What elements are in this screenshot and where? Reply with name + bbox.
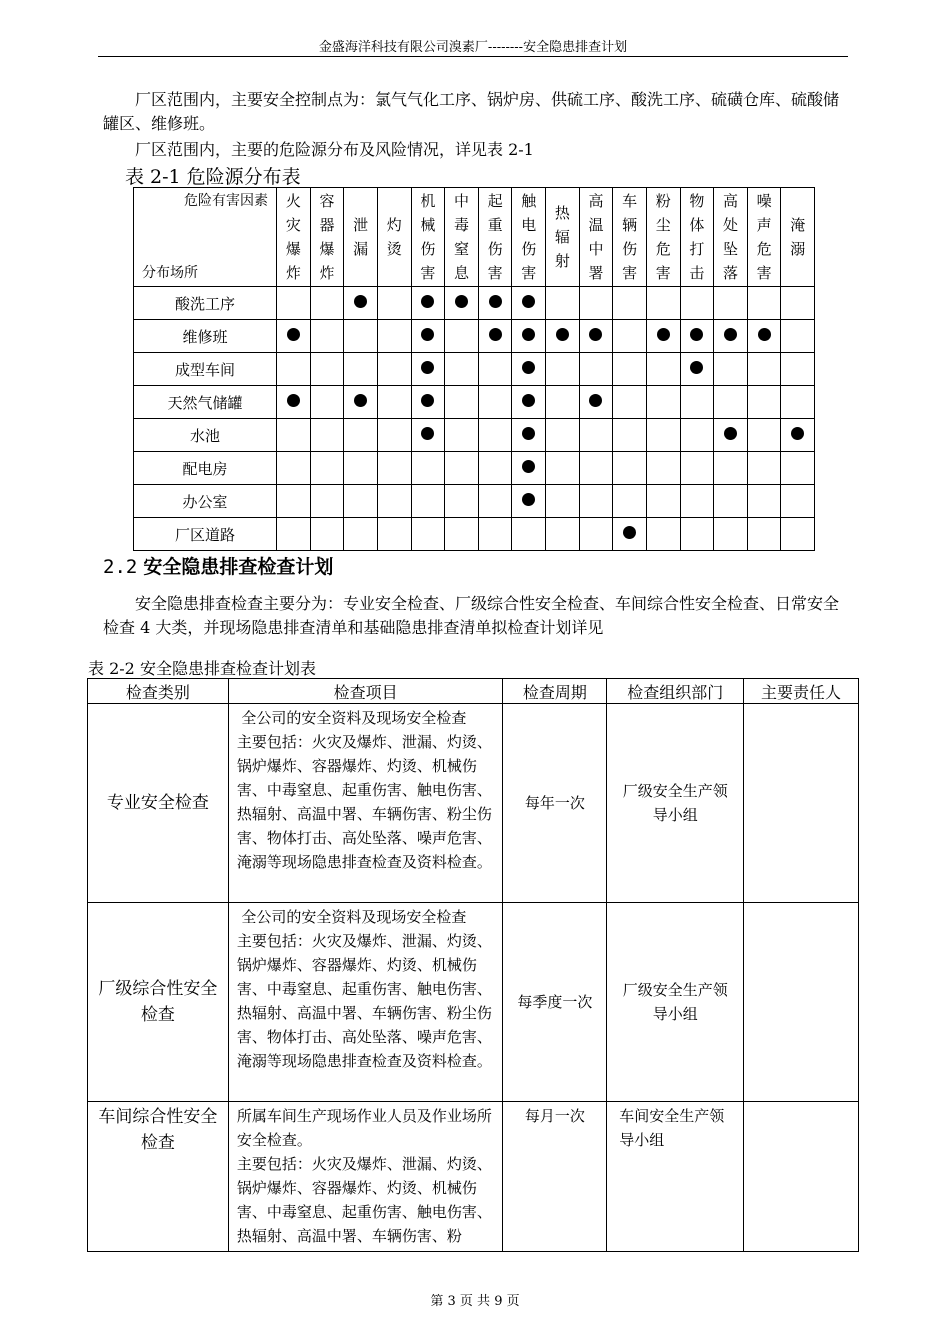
place-cell: 配电房 [134,452,277,485]
hazard-dot-icon [421,394,434,407]
row-person [744,1102,859,1252]
hazard-label: 起重伤害 [487,192,503,282]
hazard-dot-icon [287,394,300,407]
hazard-cell [478,518,512,551]
hazard-cell [714,320,748,353]
hazard-cell [747,419,781,452]
page-header: 金盛海洋科技有限公司溴素厂--------安全隐患排查计划 [98,36,848,57]
hazard-cell [680,386,714,419]
hazard-header [478,188,512,287]
header-person: 主要责任人 [744,679,859,704]
hazard-cell [310,419,344,452]
hazard-label: 高温中署 [588,192,604,282]
hazard-cell [546,419,580,452]
hazard-cell [680,287,714,320]
hazard-cell [411,452,445,485]
hazard-cell [579,386,613,419]
hazard-dot-icon [421,295,434,308]
hazard-cell [344,419,378,452]
table-row [134,485,815,518]
hazard-cell [646,353,680,386]
table-row [134,518,815,551]
hazard-cell [680,419,714,452]
hazard-cell [747,485,781,518]
header-dept: 检查组织部门 [607,679,744,704]
hazard-cell [445,419,479,452]
hazard-label: 热辐射 [554,204,570,270]
paragraph-hazard-intro: 厂区范围内，主要的危险源分布及风险情况，详见表 2-1 [135,140,534,159]
hazard-dot-icon [354,295,367,308]
hazard-cell [579,419,613,452]
corner-top-label: 危险有害因素 [184,193,268,209]
table-row [134,353,815,386]
hazard-cell [344,386,378,419]
hazard-cell [546,287,580,320]
hazard-cell [512,485,546,518]
hazard-cell [512,452,546,485]
hazard-cell [478,485,512,518]
hazard-cell [277,353,311,386]
section-heading [103,552,333,579]
hazard-cell [377,452,411,485]
hazard-cell [277,452,311,485]
hazard-cell [680,518,714,551]
hazard-cell [377,320,411,353]
hazard-cell [445,353,479,386]
row-dept: 厂级安全生产领导小组 [607,903,744,1102]
hazard-dot-icon [690,328,703,341]
hazard-cell [714,419,748,452]
hazard-dot-icon [724,427,737,440]
hazard-header [579,188,613,287]
hazard-cell [781,386,815,419]
hazard-cell [445,485,479,518]
hazard-cell [310,485,344,518]
hazard-cell [646,485,680,518]
hazard-cell [781,518,815,551]
hazard-dot-icon [522,295,535,308]
hazard-cell [344,320,378,353]
hazard-dot-icon [556,328,569,341]
hazard-cell [680,485,714,518]
header-cycle: 检查周期 [503,679,607,704]
hazard-header [277,188,311,287]
hazard-dot-icon [522,394,535,407]
hazard-header [512,188,546,287]
row-category: 车间综合性安全检查 [88,1102,229,1252]
hazard-label: 粉尘危害 [655,192,671,282]
hazard-label: 泄漏 [353,216,369,258]
hazard-cell [478,419,512,452]
hazard-cell [344,353,378,386]
place-cell: 厂区道路 [134,518,277,551]
hazard-cell [781,287,815,320]
header-category: 检查类别 [88,679,229,704]
hazard-cell [411,485,445,518]
row-item-rest: 主要包括：火灾及爆炸、泄漏、灼烫、锅炉爆炸、容器爆炸、灼烫、机械伤害、中毒窒息、起重伤害、触电伤害、热辐射、高温中署、车辆伤害、粉尘伤害、物体打击、高处坠落、噪声危害、淹溺等现场隐患排查检查及资料检查。 [236,733,492,871]
hazard-cell [747,287,781,320]
hazard-cell [377,353,411,386]
hazard-label: 噪声危害 [756,192,772,282]
hazard-cell [781,320,815,353]
hazard-cell [714,353,748,386]
hazard-cell [411,320,445,353]
hazard-cell [680,320,714,353]
hazard-cell [613,353,647,386]
hazard-cell [478,452,512,485]
header-item: 检查项目 [228,679,503,704]
hazard-dot-icon [354,394,367,407]
hazard-dot-icon [522,328,535,341]
hazard-cell [445,452,479,485]
hazard-header [411,188,445,287]
hazard-cell [546,386,580,419]
hazard-cell [546,485,580,518]
table-row [88,704,859,903]
row-item-rest: 主要包括：火灾及爆炸、泄漏、灼烫、锅炉爆炸、容器爆炸、灼烫、机械伤害、中毒窒息、起重伤害、触电伤害、热辐射、高温中署、车辆伤害、粉尘伤害、物体打击、高处坠落、噪声危害、淹溺等现场隐患排查检查及资料检查。 [236,932,492,1070]
place-cell: 办公室 [134,485,277,518]
place-cell: 水池 [134,419,277,452]
hazard-dot-icon [421,328,434,341]
hazard-cell [445,287,479,320]
hazard-cell [344,518,378,551]
hazard-header [613,188,647,287]
hazard-cell [310,320,344,353]
hazard-cell [613,386,647,419]
row-item [228,704,503,903]
hazard-cell [747,452,781,485]
hazard-dot-icon [421,427,434,440]
hazard-dot-icon [489,328,502,341]
row-category: 专业安全检查 [88,704,229,903]
hazard-cell [714,287,748,320]
hazard-label: 淹溺 [790,216,806,258]
row-cycle: 每季度一次 [503,903,607,1102]
hazard-cell [277,419,311,452]
corner-cell [134,188,277,287]
hazard-dot-icon [489,295,502,308]
hazard-cell [714,386,748,419]
hazard-distribution-table [133,187,815,551]
hazard-cell [646,419,680,452]
hazard-cell [512,386,546,419]
hazard-cell [344,485,378,518]
hazard-cell [546,452,580,485]
hazard-dot-icon [724,328,737,341]
table-row [88,903,859,1102]
hazard-label: 容器爆炸 [319,192,335,282]
hazard-dot-icon [522,493,535,506]
hazard-label: 物体打击 [689,192,705,282]
inspection-plan-table [87,678,859,1252]
hazard-cell [646,452,680,485]
hazard-cell [680,452,714,485]
hazard-label: 火灾爆炸 [285,192,301,282]
hazard-cell [377,518,411,551]
hazard-cell [310,518,344,551]
section-title: 安全隐患排查检查计划 [143,556,334,578]
hazard-cell [714,518,748,551]
hazard-cell [411,386,445,419]
hazard-cell [377,287,411,320]
hazard-label: 灼烫 [386,216,402,258]
hazard-label: 中毒窒息 [453,192,469,282]
hazard-cell [310,452,344,485]
table-row [134,386,815,419]
hazard-cell [310,353,344,386]
row-item-first: 全公司的安全资料及现场安全检查 [241,709,467,727]
table-row [134,287,815,320]
hazard-cell [277,287,311,320]
hazard-cell [646,386,680,419]
hazard-cell [445,386,479,419]
hazard-label: 车辆伤害 [622,192,638,282]
hazard-cell [579,353,613,386]
corner-bottom-label: 分布场所 [142,265,198,281]
hazard-header [646,188,680,287]
hazard-header [310,188,344,287]
hazard-dot-icon [522,460,535,473]
hazard-cell [546,353,580,386]
hazard-dot-icon [657,328,670,341]
hazard-cell [579,320,613,353]
hazard-cell [579,452,613,485]
hazard-cell [478,287,512,320]
row-item-first: 所属车间生产现场作业人员及作业场所安全检查。 [236,1107,492,1149]
hazard-cell [411,419,445,452]
hazard-cell [747,518,781,551]
row-item-rest: 主要包括：火灾及爆炸、泄漏、灼烫、锅炉爆炸、容器爆炸、灼烫、机械伤害、中毒窒息、起重伤害、触电伤害、热辐射、高温中署、车辆伤害、粉 [236,1155,492,1245]
hazard-cell [478,386,512,419]
hazard-header [445,188,479,287]
hazard-cell [714,452,748,485]
hazard-cell [613,419,647,452]
hazard-cell [377,386,411,419]
table1-header-row [134,188,815,287]
hazard-cell [277,485,311,518]
table2-header-row [88,679,859,704]
row-item-first: 全公司的安全资料及现场安全检查 [241,908,467,926]
hazard-dot-icon [589,328,602,341]
hazard-cell [613,452,647,485]
hazard-cell [310,287,344,320]
hazard-cell [512,518,546,551]
table-row [134,452,815,485]
row-item [228,903,503,1102]
hazard-cell [512,419,546,452]
row-dept: 车间安全生产领导小组 [607,1102,744,1252]
hazard-cell [478,353,512,386]
hazard-header [680,188,714,287]
hazard-header [546,188,580,287]
hazard-dot-icon [421,361,434,374]
table-row [134,419,815,452]
hazard-header [344,188,378,287]
hazard-cell [781,485,815,518]
hazard-dot-icon [455,295,468,308]
hazard-cell [411,518,445,551]
place-cell: 天然气储罐 [134,386,277,419]
hazard-cell [445,518,479,551]
hazard-cell [512,353,546,386]
hazard-cell [613,287,647,320]
place-cell: 维修班 [134,320,277,353]
hazard-cell [613,518,647,551]
hazard-header [747,188,781,287]
hazard-cell [445,320,479,353]
page-footer: 第 3 页 共 9 页 [430,1294,520,1309]
hazard-cell [512,320,546,353]
hazard-cell [747,353,781,386]
hazard-dot-icon [589,394,602,407]
hazard-cell [781,353,815,386]
hazard-label: 高处坠落 [722,192,738,282]
hazard-cell [310,386,344,419]
hazard-cell [714,485,748,518]
hazard-header [377,188,411,287]
hazard-label: 机械伤害 [420,192,436,282]
row-item [228,1102,503,1252]
row-cycle: 每年一次 [503,704,607,903]
hazard-cell [277,518,311,551]
hazard-cell [344,287,378,320]
hazard-cell [546,518,580,551]
hazard-cell [747,386,781,419]
hazard-cell [579,518,613,551]
hazard-header [781,188,815,287]
hazard-cell [613,485,647,518]
hazard-cell [646,320,680,353]
hazard-dot-icon [690,361,703,374]
hazard-cell [344,452,378,485]
hazard-cell [512,287,546,320]
hazard-cell [546,320,580,353]
table-row [88,1102,859,1252]
hazard-cell [747,320,781,353]
hazard-dot-icon [287,328,300,341]
hazard-cell [377,419,411,452]
hazard-dot-icon [623,526,636,539]
row-person [744,704,859,903]
hazard-header [714,188,748,287]
row-category: 厂级综合性安全检查 [88,903,229,1102]
hazard-dot-icon [791,427,804,440]
row-dept: 厂级安全生产领导小组 [607,704,744,903]
hazard-cell [277,320,311,353]
paragraph-control-points: 厂区范围内，主要安全控制点为：氯气气化工序、锅炉房、供硫工序、酸洗工序、硫磺仓库、硫酸储罐区、维修班。 [103,90,840,133]
row-person [744,903,859,1102]
hazard-cell [646,518,680,551]
row-cycle: 每月一次 [503,1102,607,1252]
table1-caption: 表 2-1 危险源分布表 [125,166,301,188]
hazard-cell [781,419,815,452]
hazard-cell [579,287,613,320]
table-row [134,320,815,353]
hazard-cell [478,320,512,353]
hazard-dot-icon [522,361,535,374]
place-cell: 成型车间 [134,353,277,386]
hazard-dot-icon [522,427,535,440]
hazard-cell [377,485,411,518]
hazard-cell [277,386,311,419]
hazard-cell [680,353,714,386]
table2-caption: 表 2-2 安全隐患排查检查计划表 [88,659,316,678]
paragraph-inspection-intro: 安全隐患排查检查主要分为：专业安全检查、厂级综合性安全检查、车间综合性安全检查、日常安全检查 4 大类，并现场隐患排查清单和基础隐患排查清单拟检查计划详见 [103,594,840,637]
hazard-dot-icon [758,328,771,341]
hazard-cell [579,485,613,518]
section-number: 2.2 [103,556,138,578]
hazard-cell [646,287,680,320]
hazard-label: 触电伤害 [521,192,537,282]
hazard-cell [781,452,815,485]
hazard-cell [411,353,445,386]
hazard-cell [613,320,647,353]
hazard-cell [411,287,445,320]
place-cell: 酸洗工序 [134,287,277,320]
